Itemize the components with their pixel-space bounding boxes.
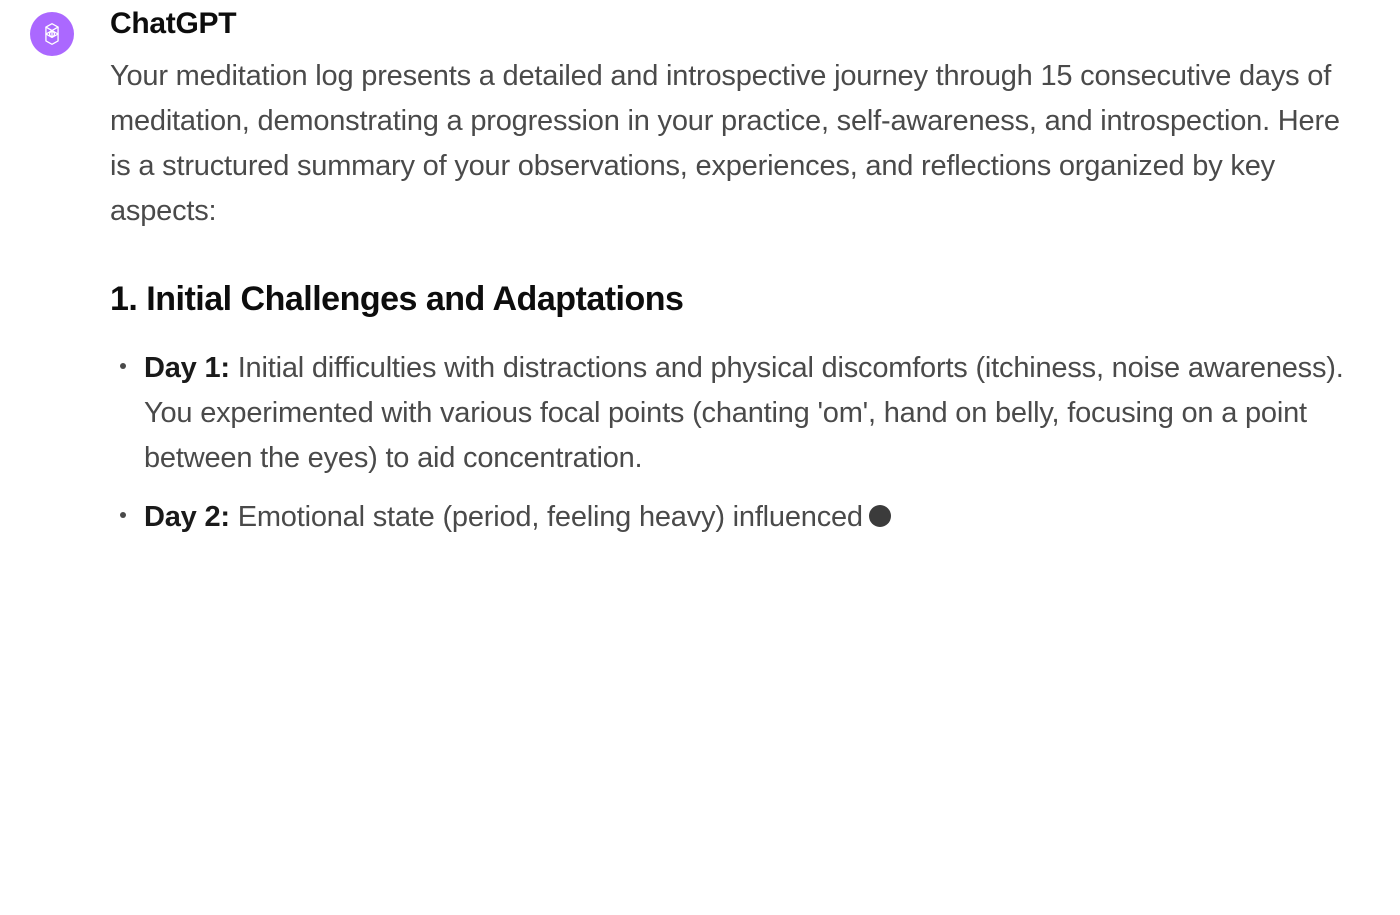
intro-paragraph: Your meditation log presents a detailed and introspective journey through 15 consecutive days of meditation, demonstrating a progression in your practice, self-awareness, and introspection. Here is a structured summary of your observations, experiences, and reflections organized by key aspects: bbox=[110, 60, 1340, 227]
bullet-text: Initial difficulties with distractions and physical discomforts (itchiness, noise awareness). You experimented with various focal points (chanting 'om', hand on belly, focusing on a point between the eyes) to aid concentration. bbox=[144, 352, 1344, 475]
bullet-label: Day 2: bbox=[144, 501, 230, 534]
list-item bbox=[110, 346, 1360, 481]
bullet-label: Day 1: bbox=[144, 352, 230, 385]
assistant-message bbox=[30, 6, 1360, 540]
bullet-list bbox=[110, 346, 1360, 540]
section-heading: 1. Initial Challenges and Adaptations bbox=[110, 279, 684, 318]
openai-logo-icon bbox=[30, 12, 74, 56]
message-author: ChatGPT bbox=[110, 7, 237, 40]
list-item bbox=[110, 495, 1360, 540]
bullet-text: Emotional state (period, feeling heavy) influenced bbox=[229, 501, 863, 534]
message-body bbox=[110, 6, 1360, 540]
cursor-dot-icon bbox=[869, 505, 891, 527]
